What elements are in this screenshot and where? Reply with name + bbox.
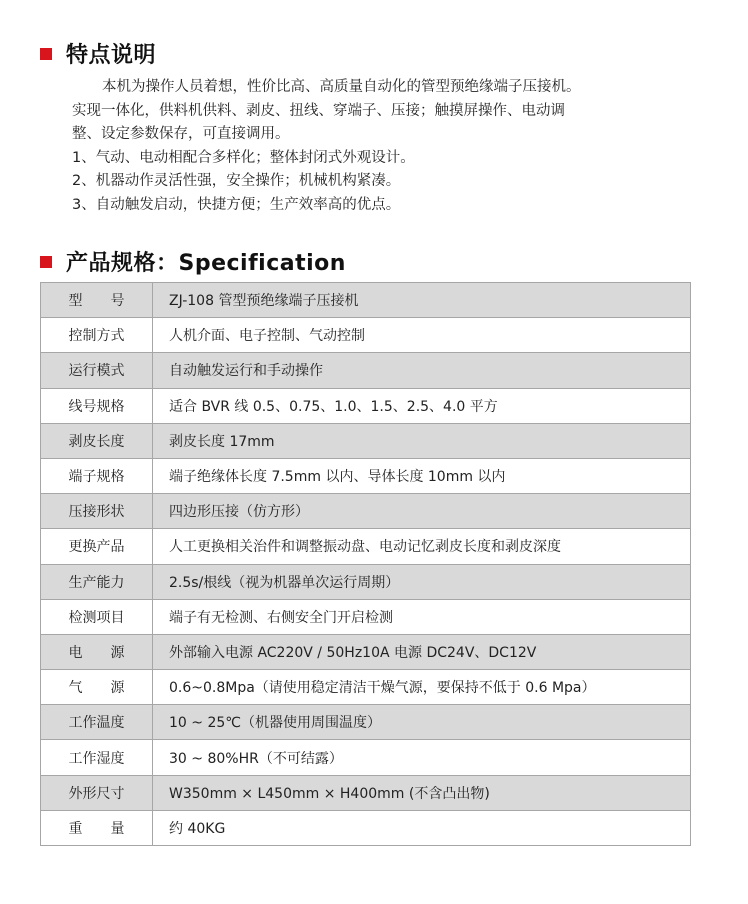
spec-value: 剥皮长度 17mm — [153, 423, 691, 458]
spec-value: 人工更换相关治件和调整振动盘、电动记忆剥皮长度和剥皮深度 — [153, 529, 691, 564]
spec-value: 适合 BVR 线 0.5、0.75、1.0、1.5、2.5、4.0 平方 — [153, 388, 691, 423]
spec-label: 运行模式 — [41, 353, 153, 388]
features-title: 特点说明 — [66, 43, 157, 68]
spec-table — [40, 282, 691, 846]
table-row — [41, 494, 691, 529]
spec-label: 电 源 — [41, 634, 153, 669]
table-row — [41, 353, 691, 388]
spec-value: 10 ~ 25℃（机器使用周围温度） — [153, 705, 691, 740]
table-row — [41, 283, 691, 318]
spec-value: ZJ-108 管型预绝缘端子压接机 — [153, 283, 691, 318]
spec-value: 2.5s/根线（视为机器单次运行周期） — [153, 564, 691, 599]
table-row — [41, 318, 691, 353]
table-row — [41, 705, 691, 740]
features-heading — [40, 38, 156, 69]
spec-label: 剥皮长度 — [41, 423, 153, 458]
features-paragraph: 整、设定参数保存，可直接调用。 — [72, 126, 290, 142]
spec-value: 端子有无检测、右侧安全门开启检测 — [153, 599, 691, 634]
table-row — [41, 423, 691, 458]
spec-label: 线号规格 — [41, 388, 153, 423]
spec-label: 控制方式 — [41, 318, 153, 353]
spec-value: 0.6~0.8Mpa（请使用稳定清洁干燥气源，要保持不低于 0.6 Mpa） — [153, 670, 691, 705]
spec-value: W350mm × L450mm × H400mm (不含凸出物) — [153, 775, 691, 810]
spec-label: 更换产品 — [41, 529, 153, 564]
spec-value: 30 ~ 80%HR（不可结露） — [153, 740, 691, 775]
table-row — [41, 529, 691, 564]
spec-label: 外形尺寸 — [41, 775, 153, 810]
spec-label: 生产能力 — [41, 564, 153, 599]
spec-value: 约 40KG — [153, 810, 691, 845]
spec-label: 工作湿度 — [41, 740, 153, 775]
spec-label: 气 源 — [41, 670, 153, 705]
features-paragraph: 本机为操作人员着想，性价比高、高质量自动化的管型预绝缘端子压接机。 — [102, 79, 581, 95]
table-row — [41, 599, 691, 634]
features-list-item: 1、气动、电动相配合多样化；整体封闭式外观设计。 — [72, 149, 415, 166]
spec-title: 产品规格：Specification — [66, 251, 346, 276]
spec-value: 人机介面、电子控制、气动控制 — [153, 318, 691, 353]
table-row — [41, 458, 691, 493]
features-description — [72, 76, 692, 217]
table-row — [41, 634, 691, 669]
red-square-bullet-icon — [40, 48, 52, 60]
spec-label: 端子规格 — [41, 458, 153, 493]
spec-value: 四边形压接（仿方形） — [153, 494, 691, 529]
features-paragraph: 实现一体化，供料机供料、剥皮、扭线、穿端子、压接；触摸屏操作、电动调 — [72, 102, 565, 119]
spec-label: 重 量 — [41, 810, 153, 845]
spec-value: 自动触发运行和手动操作 — [153, 353, 691, 388]
spec-value: 外部输入电源 AC220V / 50Hz10A 电源 DC24V、DC12V — [153, 634, 691, 669]
features-list-item: 2、机器动作灵活性强，安全操作；机械机构紧凑。 — [72, 173, 401, 189]
red-square-bullet-icon — [40, 256, 52, 268]
spec-value: 端子绝缘体长度 7.5mm 以内、导体长度 10mm 以内 — [153, 458, 691, 493]
spec-label: 工作温度 — [41, 705, 153, 740]
spec-label: 型 号 — [41, 283, 153, 318]
spec-heading — [40, 246, 346, 277]
table-row — [41, 388, 691, 423]
spec-label: 压接形状 — [41, 494, 153, 529]
table-row — [41, 670, 691, 705]
features-list-item: 3、自动触发启动，快捷方便；生产效率高的优点。 — [72, 196, 401, 213]
table-row — [41, 740, 691, 775]
spec-label: 检测项目 — [41, 599, 153, 634]
table-row — [41, 775, 691, 810]
table-row — [41, 810, 691, 845]
table-row — [41, 564, 691, 599]
